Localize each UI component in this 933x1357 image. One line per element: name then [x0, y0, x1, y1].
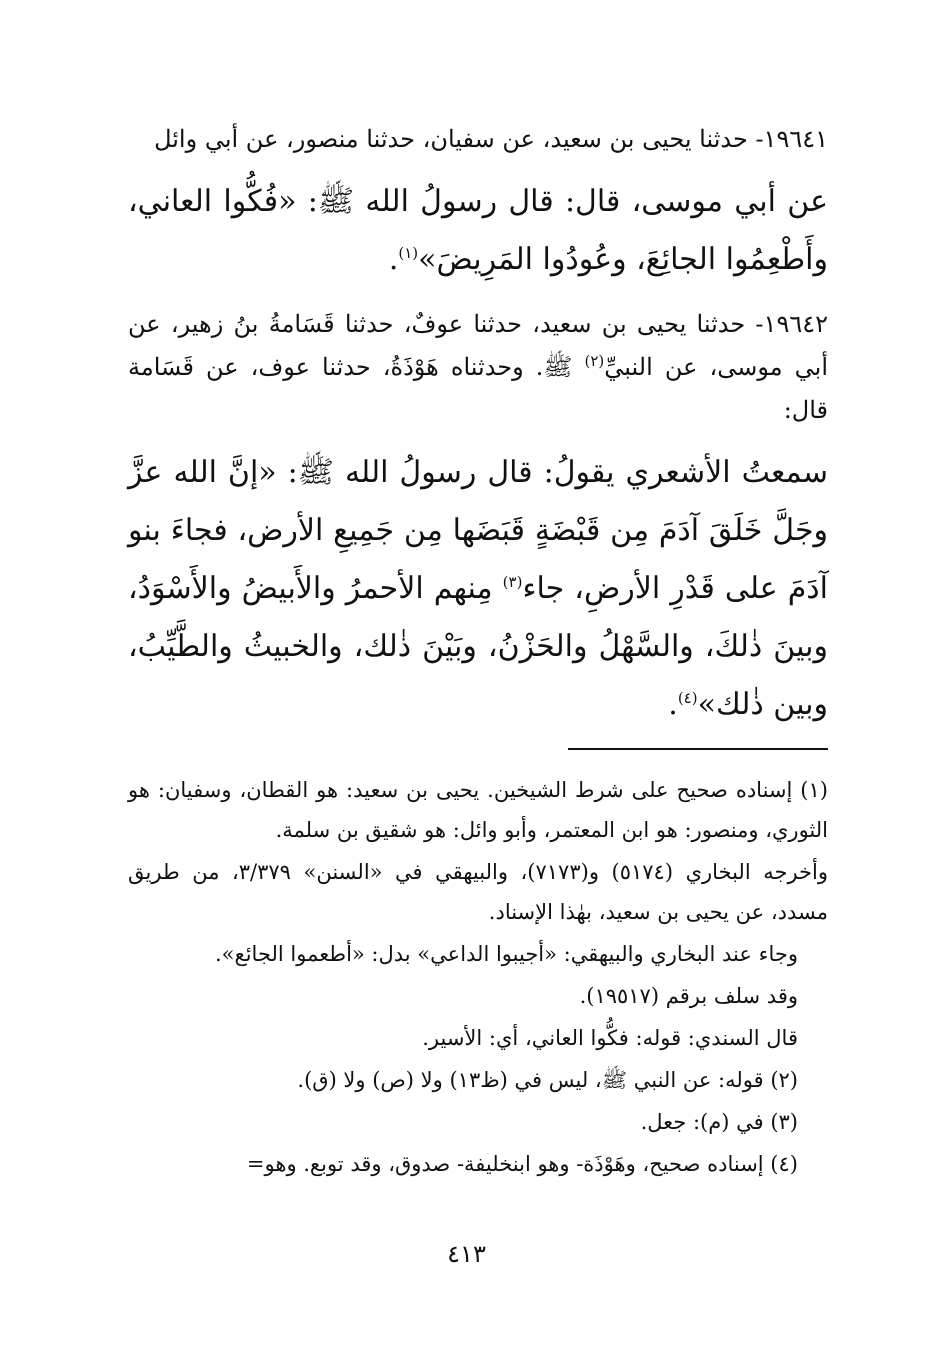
page-number: ٤١٣: [447, 1240, 486, 1268]
isnad-text: ١٩٦٤٢- حدثنا يحيى بن سعيد، حدثنا عوفٌ، حدثنا قَسَامةُ بنُ زهير، عن أبي موسى، عن النبيِّ: [128, 310, 828, 381]
footnote-1-takhrij: وأخرجه البخاري (٥١٧٤) و(٧١٧٣)، والبيهقي في «السنن» ٣/٣٧٩، من طريق مسدد، عن يحيى بن سعيد، بهٰذا الإسناد.: [128, 860, 828, 924]
hadith-19641-isnad: [128, 118, 828, 161]
matn-text: سمعتُ الأشعري يقولُ: قال رسولُ الله ﷺ: «إنَّ الله عزَّ وجَلَّ خَلَقَ آدَمَ مِن قَبْضَةٍ قَبَضَها مِن جَمِيعِ الأرض، فجاءَ بنو آدَمَ على قَدْرِ الأرضِ، جاء: [128, 455, 828, 606]
footnote-1-variant: وجاء عند البخاري والبيهقي: «أجيبوا الداعي» بدل: «أطعموا الجائع».: [215, 942, 798, 966]
hadith-19642-isnad: [128, 303, 828, 432]
footnote-ref-1[interactable]: (١): [398, 244, 419, 262]
footnote-2: (٢) قوله: عن النبي ﷺ، ليس في (ظ١٣) ولا (ص) ولا (ق).: [297, 1068, 798, 1092]
hadith-19642-matn: [128, 444, 828, 734]
footnote-ref-4[interactable]: (٤): [677, 689, 698, 707]
matn-end: .: [668, 687, 678, 722]
footnote-4: (٤) إسناده صحيح، وهَوْذَة- وهو ابنخليفة- صدوق، وقد توبع. وهو=: [246, 1152, 798, 1176]
footnote-3: (٣) في (م): جعل.: [640, 1110, 798, 1134]
footnote-ref-3[interactable]: (٣): [502, 573, 523, 591]
isnad-text: ١٩٦٤١- حدثنا يحيى بن سعيد، عن سفيان، حدثنا منصور، عن أبي وائل: [154, 125, 828, 153]
matn-text: عن أبي موسى، قال: قال رسولُ الله ﷺ: «فُكُّوا العاني، وأَطْعِمُوا الجائِعَ، وعُودُوا المَرِيضَ»: [128, 184, 828, 277]
matn-end: .: [388, 242, 399, 277]
matn-text-continued: مِنهم الأحمرُ والأَبيضُ والأَسْوَدُ، وبينَ ذٰلكَ، والسَّهْلُ والحَزْنُ، وبَيْنَ ذٰلك، والخبيثُ والطَّيِّبُ، وبين ذٰلك»: [128, 571, 828, 722]
footnote-1: (١) إسناده صحيح على شرط الشيخين. يحيى بن سعيد: هو القطان، وسفيان: هو الثوري، ومنصور: هو ابن المعتمر، وأبو وائل: هو شقيق بن سلمة.: [128, 778, 828, 842]
page-body: [128, 118, 828, 1186]
footnote-1-sindi: قال السندي: قوله: فكُّوا العاني، أي: الأسير.: [422, 1026, 798, 1050]
footnote-ref-2[interactable]: (٢): [584, 352, 605, 370]
hadith-19641-matn: [128, 173, 828, 289]
footnote-separator: [568, 748, 828, 750]
isnad-text-continued: ﷺ. وحدثناه هَوْذَةُ، حدثنا عوف، عن قَسَامة قال:: [128, 353, 828, 424]
footnote-1-crossref: وقد سلف برقم (١٩٥١٧).: [579, 984, 798, 1008]
